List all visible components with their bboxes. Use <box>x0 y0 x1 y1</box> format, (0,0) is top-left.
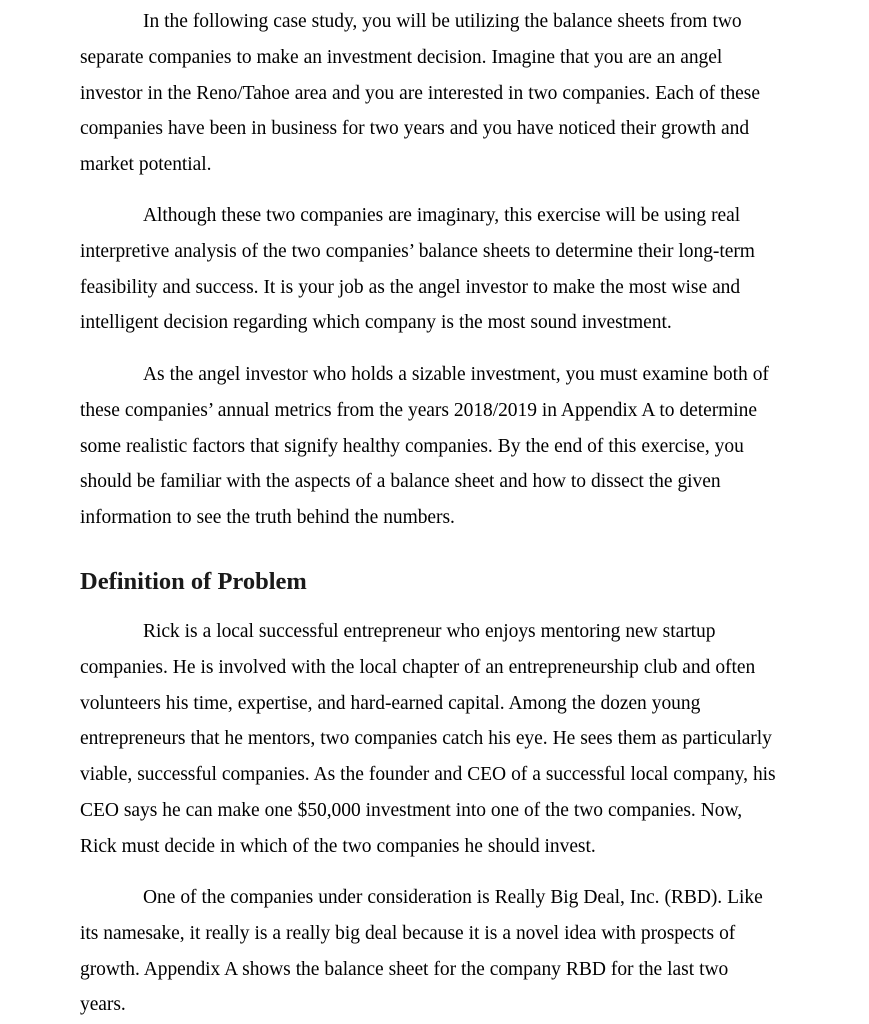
text-line: market potential. <box>80 154 212 176</box>
text-line: In the following case study, you will be utilizing the balance sheets from two <box>143 11 742 32</box>
intro-paragraph-1 <box>80 4 850 183</box>
text-line: its namesake, it really is a really big deal because it is a novel idea with prospects of <box>80 922 736 944</box>
text-line: investor in the Reno/Tahoe area and you are interested in two companies. Each of these <box>80 82 760 104</box>
text-line: some realistic factors that signify healthy companies. By the end of this exercise, you <box>80 435 744 457</box>
text-line: One of the companies under consideration is Really Big Deal, Inc. (RBD). Like <box>143 887 763 908</box>
text-line: interpretive analysis of the two companies’ balance sheets to determine their long-term <box>80 240 755 262</box>
text-line: Rick is a local successful entrepreneur who enjoys mentoring new startup <box>143 621 716 642</box>
text-line: Although these two companies are imaginary, this exercise will be using real <box>143 205 741 226</box>
text-line: companies. He is involved with the local chapter of an entrepreneurship club and often <box>80 656 756 678</box>
text-line: should be familiar with the aspects of a balance sheet and how to dissect the given <box>80 471 721 493</box>
text-line: viable, successful companies. As the founder and CEO of a successful local company, his <box>80 764 776 786</box>
text-line: entrepreneurs that he mentors, two companies catch his eye. He sees them as particularly <box>80 728 772 750</box>
text-line: intelligent decision regarding which company is the most sound investment. <box>80 312 672 334</box>
text-line: companies have been in business for two years and you have noticed their growth and <box>80 118 750 140</box>
intro-paragraph-2 <box>80 198 850 341</box>
problem-paragraph-1 <box>80 614 850 865</box>
text-line: CEO says he can make one $50,000 investment into one of the two companies. Now, <box>80 799 743 821</box>
text-line: As the angel investor who holds a sizable investment, you must examine both of <box>143 364 769 385</box>
text-line: Rick must decide in which of the two companies he should invest. <box>80 835 596 857</box>
text-line: feasibility and success. It is your job as the angel investor to make the most wise and <box>80 276 741 298</box>
text-line: separate companies to make an investment decision. Imagine that you are an angel <box>80 46 723 68</box>
text-line: years. <box>80 994 126 1016</box>
text-line: these companies’ annual metrics from the years 2018/2019 in Appendix A to determine <box>80 399 757 421</box>
intro-paragraph-3 <box>80 357 850 536</box>
text-line: information to see the truth behind the numbers. <box>80 507 455 529</box>
text-line: volunteers his time, expertise, and hard-earned capital. Among the dozen young <box>80 692 701 714</box>
text-line: growth. Appendix A shows the balance sheet for the company RBD for the last two <box>80 958 729 980</box>
section-heading: Definition of Problem <box>80 568 307 595</box>
problem-paragraph-2 <box>80 880 850 1023</box>
